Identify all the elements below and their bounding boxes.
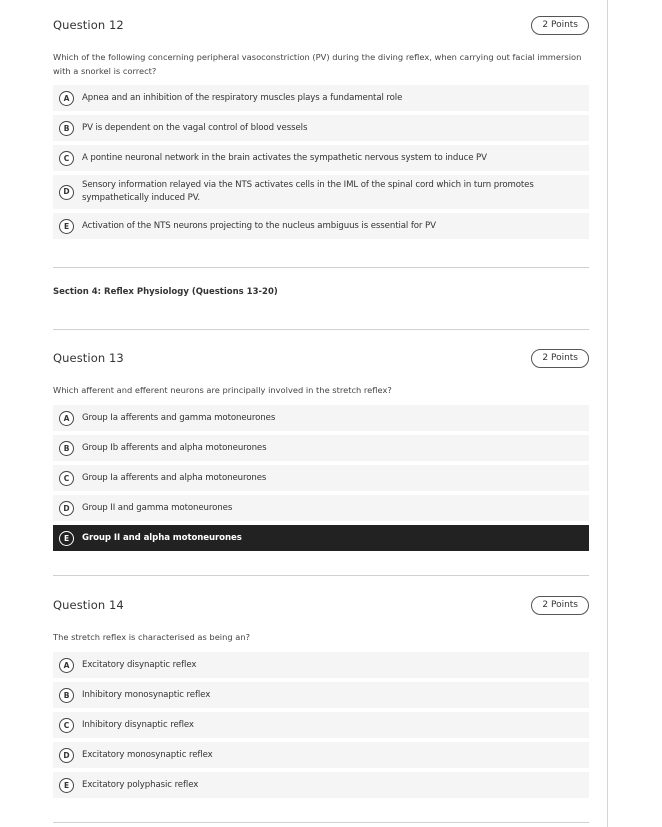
question-text: The stretch reflex is characterised as being an? <box>53 632 251 642</box>
option-letter-c: C <box>59 718 74 733</box>
question-text: Which afferent and efferent neurons are principally involved in the stretch reflex? <box>53 385 392 395</box>
option-label: Group Ia afferents and alpha motoneurones <box>82 473 267 483</box>
option-letter-e: E <box>59 778 74 793</box>
question-title: Question 14 <box>53 598 124 612</box>
divider <box>53 575 589 576</box>
answer-option-b[interactable] <box>53 682 589 708</box>
option-label: PV is dependent on the vagal control of blood vessels <box>82 123 308 133</box>
answer-option-a[interactable] <box>53 85 589 111</box>
option-label: Inhibitory disynaptic reflex <box>82 720 194 730</box>
option-label: Excitatory monosynaptic reflex <box>82 750 213 760</box>
answer-option-c[interactable] <box>53 712 589 738</box>
answer-option-e[interactable] <box>53 772 589 798</box>
option-label: Group Ib afferents and alpha motoneurones <box>82 443 267 453</box>
option-letter-d: D <box>59 501 74 516</box>
option-label: Apnea and an inhibition of the respiratory muscles plays a fundamental role <box>82 93 403 103</box>
option-letter-d: D <box>59 748 74 763</box>
option-letter-b: B <box>59 121 74 136</box>
option-label: Sensory information relayed via the NTS activates cells in the IML of the spinal cord which in turn promotes sympathetically induced PV. <box>82 179 534 203</box>
option-letter-b: B <box>59 441 74 456</box>
option-letter-e: E <box>59 219 74 234</box>
answer-option-c[interactable] <box>53 145 589 171</box>
question-14 <box>53 594 589 798</box>
option-label: Group II and alpha motoneurones <box>82 533 242 543</box>
option-letter-c: C <box>59 151 74 166</box>
answer-option-d[interactable] <box>53 742 589 768</box>
option-letter-b: B <box>59 688 74 703</box>
answer-option-b[interactable] <box>53 115 589 141</box>
answer-options <box>53 652 589 798</box>
section-title: Section 4: Reflex Physiology (Questions 13-20) <box>53 287 278 297</box>
answer-options <box>53 405 589 551</box>
option-label: Group II and gamma motoneurones <box>82 503 233 513</box>
page-right-border <box>607 0 608 827</box>
option-label: Group Ia afferents and gamma motoneurones <box>82 413 276 423</box>
question-12 <box>53 14 589 239</box>
option-label: A pontine neuronal network in the brain activates the sympathetic nervous system to induce PV <box>82 153 487 163</box>
answer-option-a[interactable] <box>53 652 589 678</box>
option-letter-e: E <box>59 531 74 546</box>
answer-option-a[interactable] <box>53 405 589 431</box>
option-letter-d: D <box>59 185 74 200</box>
answer-option-d[interactable] <box>53 175 589 209</box>
answer-option-d[interactable] <box>53 495 589 521</box>
option-label: Inhibitory monosynaptic reflex <box>82 690 211 700</box>
option-label: Excitatory disynaptic reflex <box>82 660 197 670</box>
option-letter-c: C <box>59 471 74 486</box>
option-label: Activation of the NTS neurons projecting to the nucleus ambiguus is essential for PV <box>82 221 436 231</box>
answer-option-e-selected[interactable] <box>53 525 589 551</box>
answer-option-e[interactable] <box>53 213 589 239</box>
question-title: Question 13 <box>53 351 124 365</box>
option-letter-a: A <box>59 658 74 673</box>
option-letter-a: A <box>59 91 74 106</box>
answer-option-c[interactable] <box>53 465 589 491</box>
question-13 <box>53 347 589 551</box>
divider <box>53 329 589 330</box>
option-letter-a: A <box>59 411 74 426</box>
divider <box>53 822 589 823</box>
answer-options <box>53 85 589 239</box>
divider <box>53 267 589 268</box>
question-text: Which of the following concerning peripheral vasoconstriction (PV) during the diving reflex, when carrying out facial immersion with a snorkel is correct? <box>53 52 582 76</box>
option-label: Excitatory polyphasic reflex <box>82 780 199 790</box>
points-badge: 2 Points <box>531 349 589 368</box>
answer-option-b[interactable] <box>53 435 589 461</box>
points-badge: 2 Points <box>531 16 589 35</box>
question-title: Question 12 <box>53 18 124 32</box>
points-badge: 2 Points <box>531 596 589 615</box>
